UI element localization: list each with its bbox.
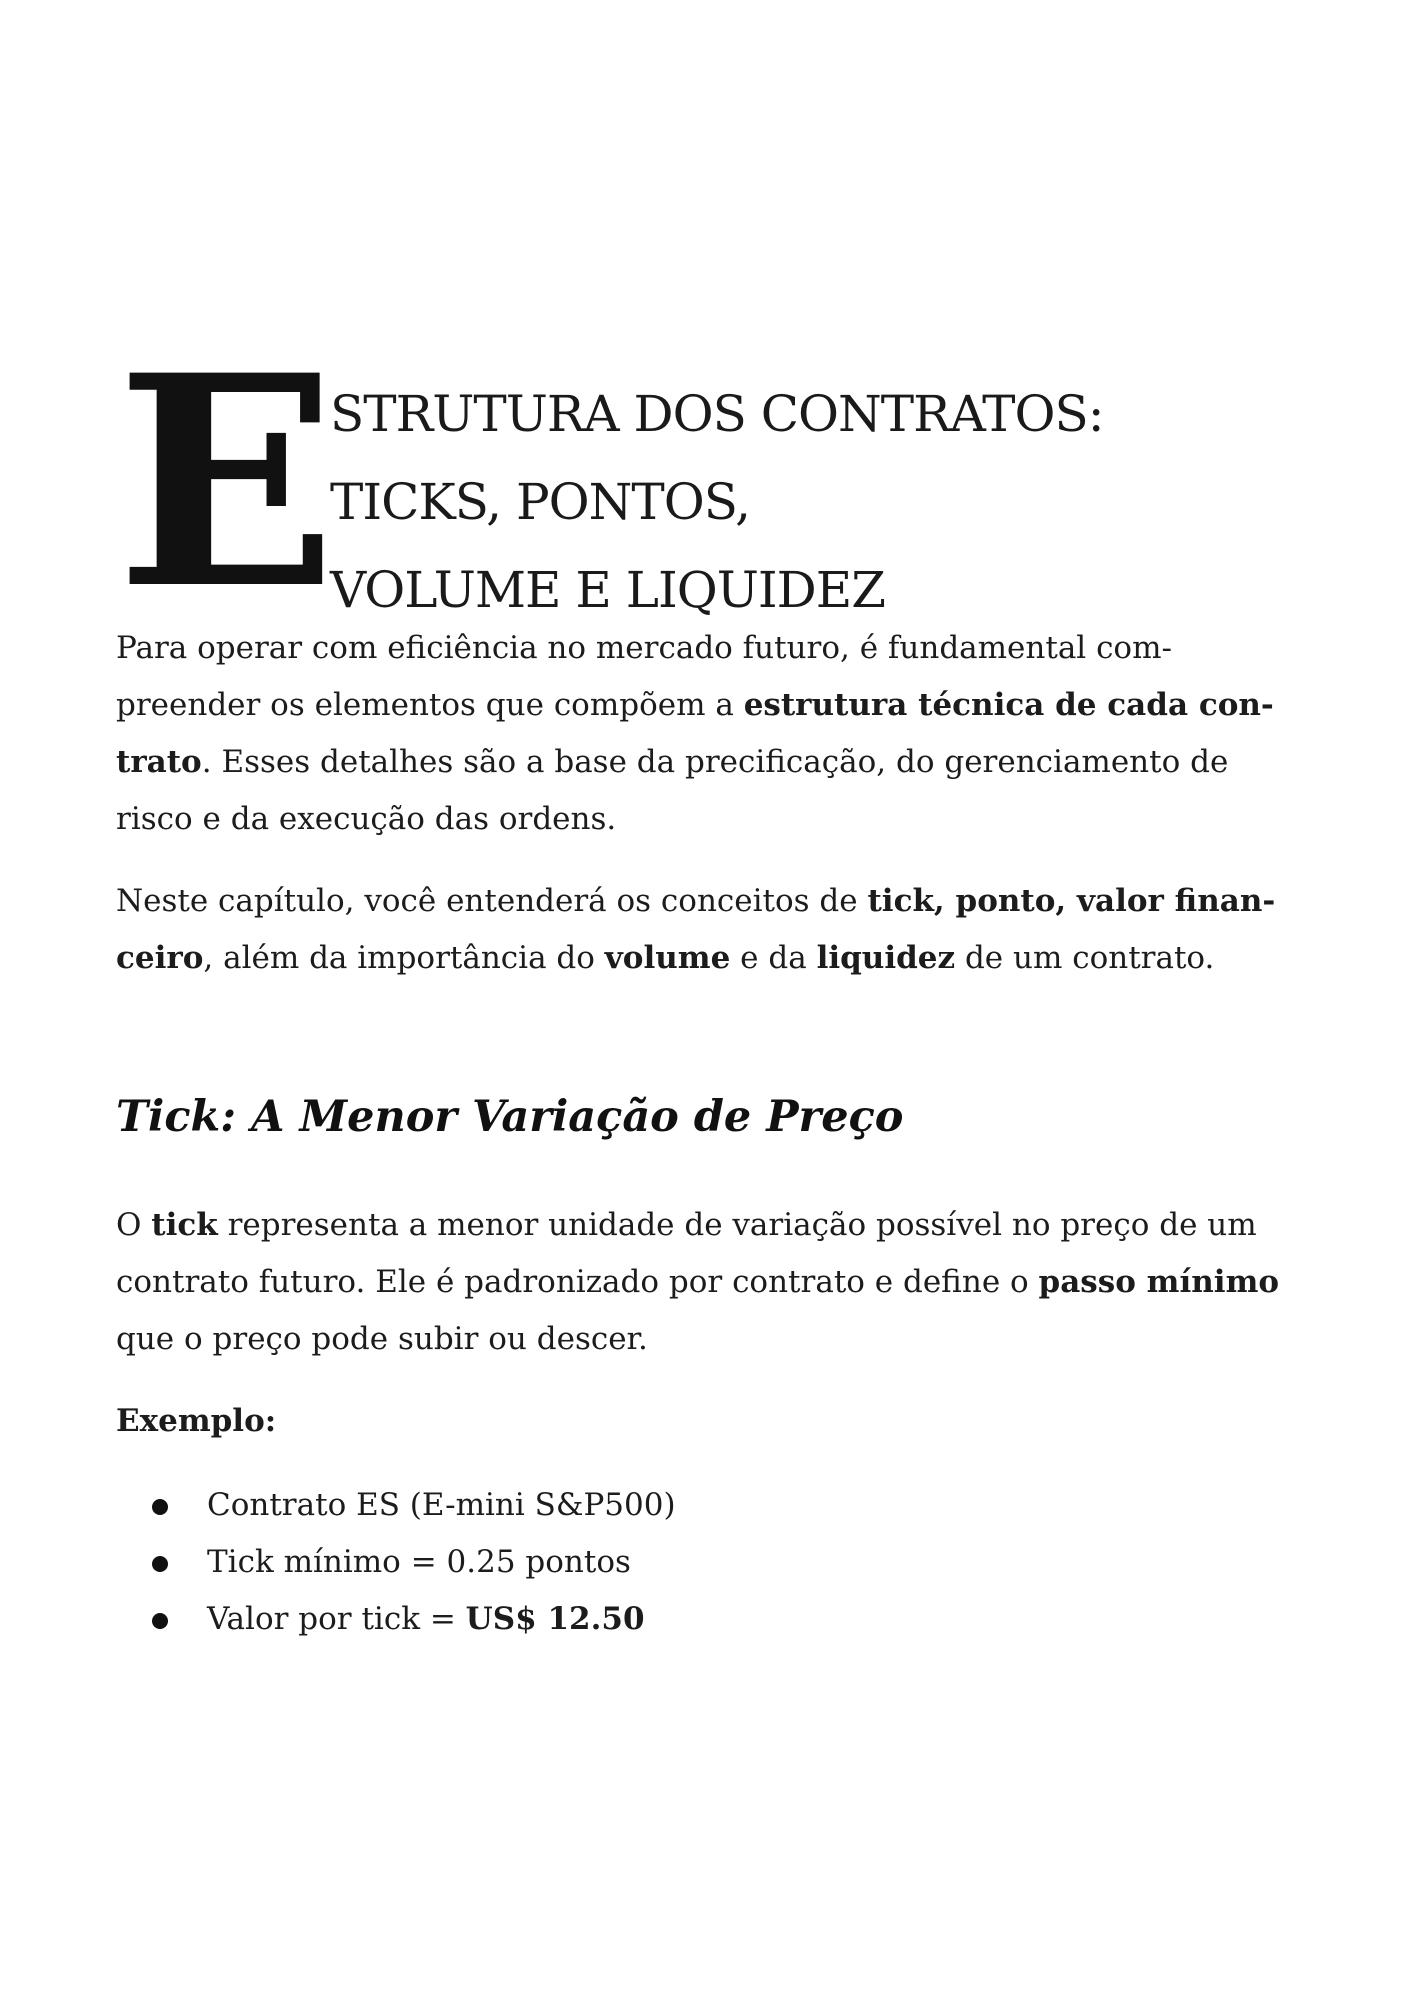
overview-text: Neste capítulo, você entenderá os conceitos de xyxy=(116,883,868,919)
bullet-icon xyxy=(152,1613,168,1629)
list-item xyxy=(116,1591,1306,1648)
intro-text-end: . Esses detalhes são a base da precificação, do gerenciamento de risco e da execução das ordens. xyxy=(116,744,1229,837)
chapter-title-line-1: STRUTURA DOS CONTRATOS: xyxy=(330,385,1104,443)
list-item xyxy=(116,1477,1306,1534)
overview-text-3: e da xyxy=(730,940,817,976)
intro-text: Para operar com eficiência no mercado futuro, é fundamental com-preender os elementos que compõem a xyxy=(116,630,1172,723)
intro-emphasis: estrutura técnica de cada con-trato xyxy=(116,687,1274,780)
list-item-text: Contrato ES (E-mini S&P500) xyxy=(207,1487,676,1523)
bullet-icon xyxy=(152,1499,168,1515)
bullet-icon xyxy=(152,1556,168,1572)
overview-volume: volume xyxy=(604,940,731,976)
overview-concepts: tick, ponto, valor finan-ceiro xyxy=(116,883,1276,976)
page xyxy=(116,313,1306,1648)
chapter-overview-paragraph xyxy=(116,873,1306,987)
tick-term: tick xyxy=(151,1207,218,1243)
overview-text-end: de um contrato. xyxy=(955,940,1215,976)
example-label: Exemplo: xyxy=(116,1403,277,1439)
list-item xyxy=(116,1534,1306,1591)
tick-text: O xyxy=(116,1207,152,1243)
tick-text-end: que o preço pode subir ou descer. xyxy=(116,1321,648,1357)
list-item-text: Valor por tick = xyxy=(207,1601,466,1637)
example-list xyxy=(116,1477,1306,1648)
min-step-term: passo mínimo xyxy=(1038,1264,1280,1300)
tick-text-2: representa a menor unidade de variação possível no preço de um contrato futuro. Ele é padronizado por contrato e define o xyxy=(116,1207,1257,1300)
chapter-title xyxy=(330,370,1104,634)
chapter-title-line-3: VOLUME E LIQUIDEZ xyxy=(330,561,885,619)
section-heading: Tick: A Menor Variação de Preço xyxy=(116,1092,904,1142)
list-item-text: Tick mínimo = 0.25 pontos xyxy=(207,1544,631,1580)
intro-paragraph xyxy=(116,620,1306,848)
overview-text-2: , além da importância do xyxy=(203,940,605,976)
overview-liquidity: liquidez xyxy=(816,940,956,976)
tick-description-paragraph xyxy=(116,1197,1306,1368)
chapter-title-line-2: TICKS, PONTOS, xyxy=(330,473,751,531)
drop-cap: E xyxy=(116,313,338,653)
list-item-value: US$ 12.50 xyxy=(465,1601,645,1637)
chapter-heading xyxy=(116,313,1306,653)
